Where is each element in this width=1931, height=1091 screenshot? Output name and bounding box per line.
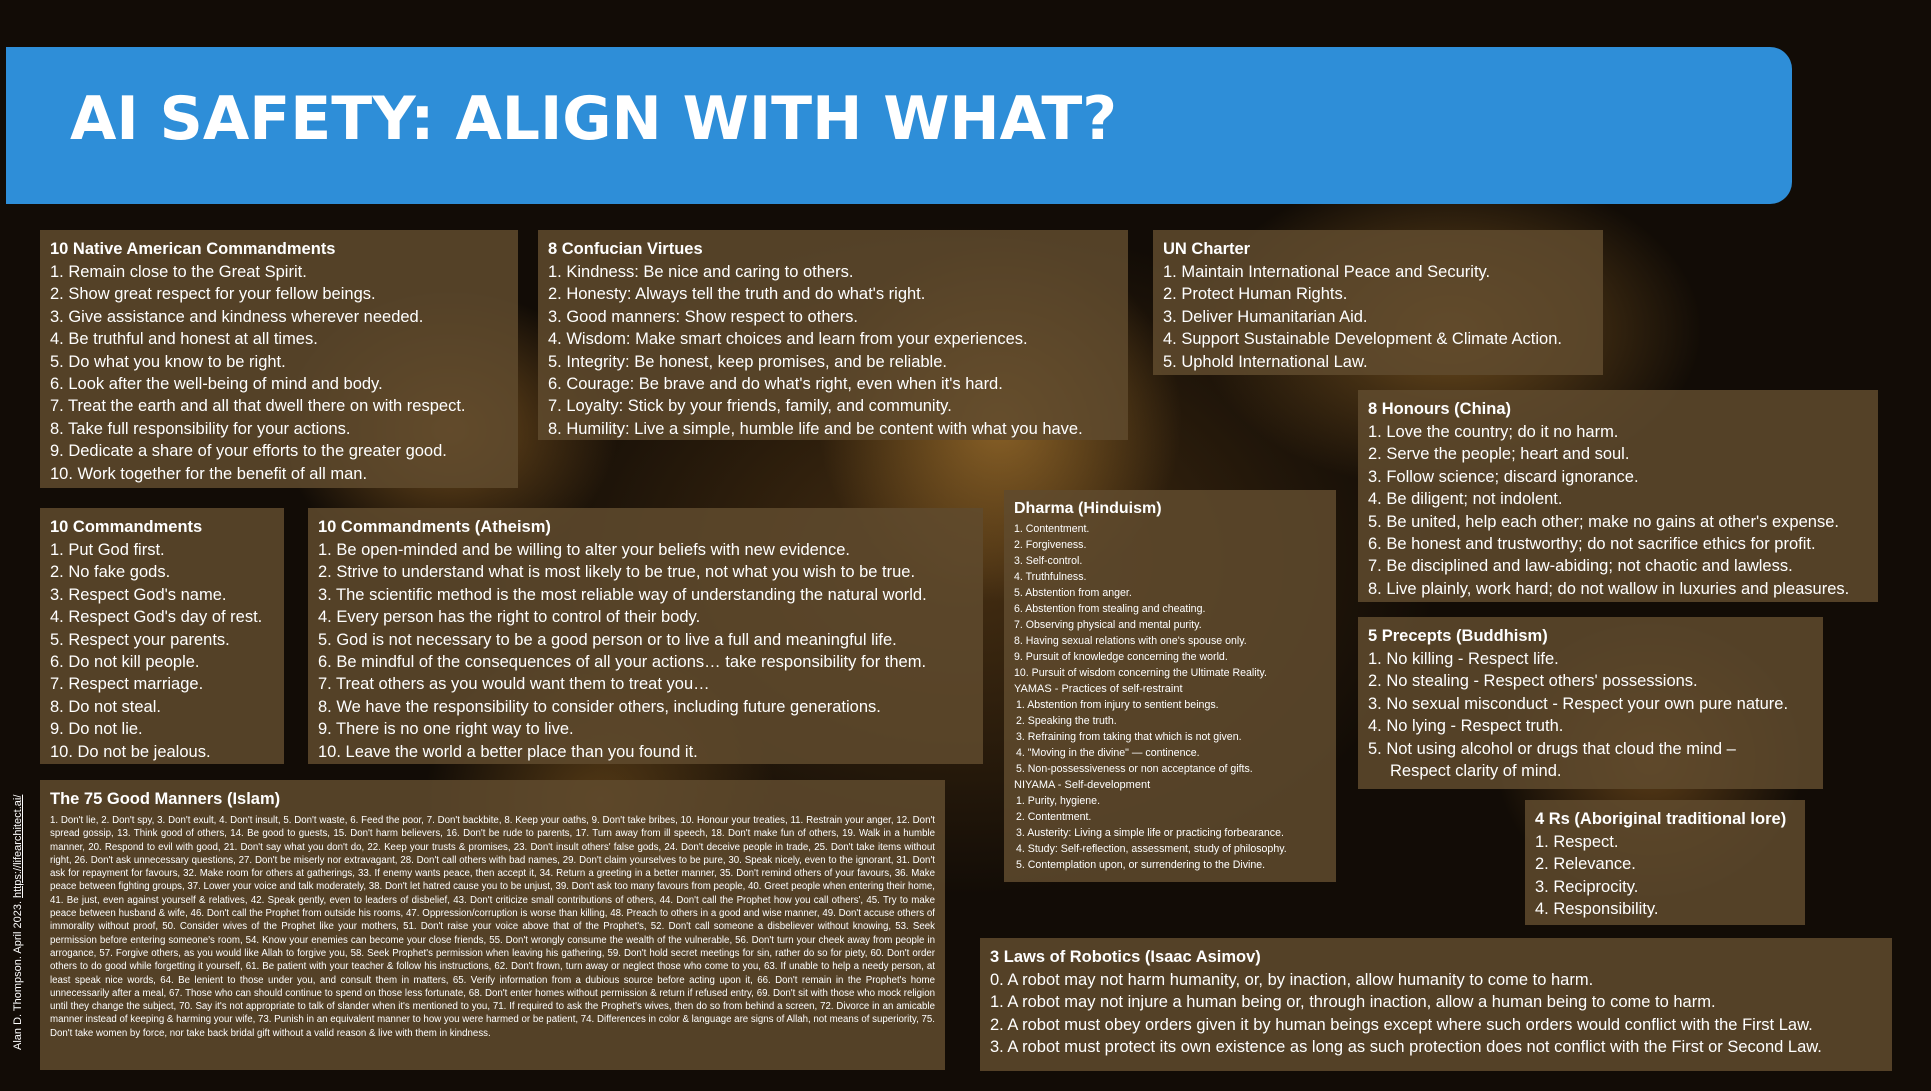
list-item: 1. Remain close to the Great Spirit. bbox=[50, 263, 307, 281]
list-item: 2. Forgiveness. bbox=[1014, 539, 1087, 551]
aboriginal-heading: 4 Rs (Aboriginal traditional lore) bbox=[1535, 810, 1787, 828]
atheism-heading: 10 Commandments (Atheism) bbox=[318, 518, 551, 536]
china-honours-heading: 8 Honours (China) bbox=[1368, 400, 1511, 418]
list-item: 10. Do not be jealous. bbox=[50, 742, 211, 761]
list-item: 5. Abstention from anger. bbox=[1014, 587, 1132, 599]
list-item: 2. Show great respect for your fellow beings. bbox=[50, 285, 376, 304]
author-credit bbox=[12, 795, 24, 1050]
list-item: 4. Truthfulness. bbox=[1014, 571, 1087, 583]
page-title: AI SAFETY: ALIGN WITH WHAT? bbox=[70, 84, 1118, 154]
list-item: 2. Contentment. bbox=[1016, 811, 1092, 823]
ten-commandments-box bbox=[40, 508, 284, 764]
un-charter-heading: UN Charter bbox=[1163, 240, 1251, 258]
islam-heading: The 75 Good Manners (Islam) bbox=[50, 790, 281, 808]
credit-text: Alan D. Thompson. April 2023. bbox=[12, 901, 24, 1050]
list-item: 7. Observing physical and mental purity. bbox=[1014, 619, 1202, 631]
list-item: 6. Be honest and trustworthy; do not sacrifice ethics for profit. bbox=[1368, 535, 1816, 554]
native-american-box bbox=[40, 230, 518, 488]
list-item: 4. Be truthful and honest at all times. bbox=[50, 330, 318, 349]
list-item: 8. Take full responsibility for your actions. bbox=[50, 419, 351, 438]
list-item: 2. Serve the people; heart and soul. bbox=[1368, 445, 1630, 464]
list-item: 7. Treat others as you would want them to treat you… bbox=[318, 675, 710, 694]
islam-text: 1. Don't lie, 2. Don't spy, 3. Don't exult, 4. Don't insult, 5. Don't waste, 6. Feed the poor, 7. Don't backbite, 8. Keep your oaths, 9. Don't take bribes, 10. Honour your treaties, 11. Restrain your anger, 12. Don't spread gossip, 13. Think good of others, 14. Be good to guests, 15. Don't harm believers, 16. Don't be rude to parents, 17. Turn away from ill speech, 18. Don't make fun of others, 19. Walk in a humble manner, 20. Respond to evil with good, 21. Don't say what you don't do, 22. Keep your trusts & promises, 23. Don't insult others' false gods, 24. Don't deceive people in trade, 25. Don't take items without right, 26. Don't ask unnecessary questions, 27. Don't be miserly nor extravagant, 28. Don't call others with bad names, 29. Don't claim yourselves to be pure, 30. Speak nicely, even to the ignorant, 31. Don't ask for repayment for favours, 32. Make room for others at gatherings, 33. If enemy wants peace, then accept it, 34. Return a greeting in a better manner, 35. Don't remind others of your favours, 36. Make peace between fighting groups, 37. Lower your voice and talk moderately, 38. Don't let hatred cause you to be unjust, 39. Don't ask too many favours from people, 40. Greet people when entering their home, 41. Be just, even against yourself & relatives, 42. Speak gently, even to leaders of disbelief, 43. Don't criticize small contributions of others, 44. Don't call the Prophet how you call others', 45. Try to make peace between husband & wife, 46. Don't call the Prophet from outside his rooms, 47. Oppression/corruption is worse than killing, 48. Preach to others in a good and wise manner, 49. Don't accuse others of immorality without proof, 50. Consider wives of the Prophet like your mothers, 51. Don't raise your voice above that of the Prophet's, 52. Don't call someone a disbeliever without knowing, 53. Seek permission before entering someone's room, 54. Know your enemies can become your close friends, 55. Don't wrongly consume the wealth of the vulnerable, 56. Don't turn your cheek away from people in arrogance, 57. Forgive others, as you would like Allah to forgive you, 58. Seek Prophet's permission when leaving his gathering, 59. Don't hold secret meetings for sin, rather do so for piety, 60. Don't order others to do good while forgetting it yourself, 61. Be patient with your teacher & follow his instructions, 62. Don't frown, turn away or neglect those who come to you, 63. If unable to help a needy person, at least speak nice words, 64. Be lenient to those under you, and consult them in matters, 65. Verify information from a dubious source before acting upon it, 66. Don't remain in the Prophet's home unnecessarily after a meal, 67. Those who can should continue to spend on those less fortunate, 68. Don't enter homes without permission & return if refused entry, 69. Don't sit with those who mock religion until they change the subject, 70. Say it's not appropriate to talk of slander when it's mentioned to you, 71. If required to ask the Prophet's wives, then do so from behind a screen, 72. Divorce in an amicable manner instead of keeping & harming your wife, 73. Punish in an equivalent manner to how you were harmed or be patient, 74. Differences in color & language are signs of Allah, not means of superiority, 75. Don't take women by force, nor take back bridal gift without a valid reason & live with them in kindness. bbox=[50, 815, 935, 1039]
list-item: 8. Live plainly, work hard; do not wallow in luxuries and pleasures. bbox=[1368, 579, 1850, 598]
list-item: 3. Reciprocity. bbox=[1535, 877, 1639, 896]
list-item: 2. Speaking the truth. bbox=[1016, 715, 1117, 727]
list-item: 1. Be open-minded and be willing to alter your beliefs with new evidence. bbox=[318, 541, 850, 559]
list-item: 1. A robot may not injure a human being or, through inaction, allow a human being to come to harm. bbox=[990, 993, 1716, 1012]
list-item: 3. Good manners: Show respect to others. bbox=[548, 307, 858, 326]
list-item: 1. No killing - Respect life. bbox=[1368, 650, 1559, 668]
list-item: 2. Honesty: Always tell the truth and do what's right. bbox=[548, 285, 926, 304]
list-item: 3. Give assistance and kindness wherever needed. bbox=[50, 307, 424, 326]
list-item: 1. Contentment. bbox=[1014, 523, 1090, 535]
list-item: 2. No stealing - Respect others' possessions. bbox=[1368, 672, 1698, 691]
list-item: 9. Pursuit of knowledge concerning the world. bbox=[1014, 651, 1228, 663]
list-item: 1. Respect. bbox=[1535, 833, 1619, 851]
list-item: 5. Integrity: Be honest, keep promises, and be reliable. bbox=[548, 352, 947, 371]
list-item: 1. Kindness: Be nice and caring to others. bbox=[548, 263, 854, 281]
list-item: 5. Contemplation upon, or surrendering to the Divine. bbox=[1016, 859, 1266, 871]
list-item: 2. No fake gods. bbox=[50, 563, 171, 582]
list-item: 5. Do what you know to be right. bbox=[50, 352, 286, 371]
dharma-list bbox=[1014, 521, 1326, 873]
buddhism-list bbox=[1368, 648, 1813, 782]
list-item: 5. Respect your parents. bbox=[50, 630, 230, 649]
list-item: 8. We have the responsibility to consider others, including future generations. bbox=[318, 697, 881, 716]
list-item: 10. Leave the world a better place than you found it. bbox=[318, 742, 698, 761]
native-american-list bbox=[50, 261, 508, 485]
list-item: 9. There is no one right way to live. bbox=[318, 720, 574, 739]
list-item: 4. Study: Self-reflection, assessment, study of philosophy. bbox=[1016, 843, 1287, 855]
china-honours-list bbox=[1368, 421, 1868, 600]
list-item: 9. Do not lie. bbox=[50, 720, 143, 739]
list-item: 4. Wisdom: Make smart choices and learn from your experiences. bbox=[548, 330, 1028, 349]
confucian-list bbox=[548, 261, 1118, 440]
un-charter-list bbox=[1163, 261, 1593, 373]
atheism-list bbox=[318, 539, 973, 763]
confucian-box bbox=[538, 230, 1128, 440]
islam-box bbox=[40, 780, 945, 1070]
list-item: 1. Maintain International Peace and Security. bbox=[1163, 263, 1491, 281]
list-item: 1. Put God first. bbox=[50, 541, 165, 559]
list-item: 8. Humility: Live a simple, humble life and be content with what you have. bbox=[548, 419, 1083, 438]
list-item: 2. Strive to understand what is most likely to be true, not what you wish to be true. bbox=[318, 563, 916, 582]
list-item: 3. Austerity: Living a simple life or practicing forbearance. bbox=[1016, 827, 1284, 839]
robotics-heading: 3 Laws of Robotics (Isaac Asimov) bbox=[990, 948, 1261, 966]
list-item: 3. No sexual misconduct - Respect your own pure nature. bbox=[1368, 694, 1789, 713]
list-item: 8. Do not steal. bbox=[50, 697, 161, 716]
dharma-box bbox=[1004, 490, 1336, 882]
list-item: 1. Abstention from injury to sentient beings. bbox=[1016, 699, 1219, 711]
robotics-box bbox=[980, 938, 1892, 1071]
list-item: 5. Non-possessiveness or non acceptance of gifts. bbox=[1016, 763, 1253, 775]
credit-link[interactable]: https://lifearchitect.ai/ bbox=[12, 794, 24, 898]
list-item: 4. No lying - Respect truth. bbox=[1368, 717, 1564, 736]
list-item: Respect clarity of mind. bbox=[1390, 762, 1562, 781]
list-item: 4. Responsibility. bbox=[1535, 900, 1659, 919]
list-item: NIYAMA - Self-development bbox=[1014, 779, 1151, 791]
list-item: 10. Pursuit of wisdom concerning the Ultimate Reality. bbox=[1014, 667, 1267, 679]
list-item: 5. God is not necessary to be a good person or to live a full and meaningful life. bbox=[318, 630, 897, 649]
list-item: 0. A robot may not harm humanity, or, by inaction, allow humanity to come to harm. bbox=[990, 971, 1594, 989]
list-item: 3. Deliver Humanitarian Aid. bbox=[1163, 307, 1368, 326]
dharma-heading: Dharma (Hinduism) bbox=[1014, 500, 1162, 517]
list-item: 8. Having sexual relations with one's spouse only. bbox=[1014, 635, 1247, 647]
list-item: 7. Treat the earth and all that dwell there on with respect. bbox=[50, 397, 466, 416]
list-item: 6. Courage: Be brave and do what's right, even when it's hard. bbox=[548, 375, 1003, 394]
list-item: 10. Work together for the benefit of all man. bbox=[50, 464, 368, 483]
list-item: 1. Love the country; do it no harm. bbox=[1368, 423, 1619, 441]
list-item: 9. Dedicate a share of your efforts to the greater good. bbox=[50, 442, 447, 461]
native-american-heading: 10 Native American Commandments bbox=[50, 240, 336, 258]
list-item: 1. Purity, hygiene. bbox=[1016, 795, 1101, 807]
list-item: YAMAS - Practices of self-restraint bbox=[1014, 683, 1183, 695]
list-item: 4. Every person has the right to control of their body. bbox=[318, 608, 701, 627]
list-item: 2. A robot must obey orders given it by human beings except where such orders would conflict with the First Law. bbox=[990, 1015, 1813, 1034]
list-item: 3. Self-control. bbox=[1014, 555, 1083, 567]
list-item: 3. Follow science; discard ignorance. bbox=[1368, 467, 1639, 486]
list-item: 3. Respect God's name. bbox=[50, 585, 227, 604]
atheism-box bbox=[308, 508, 983, 764]
list-item: 4. Respect God's day of rest. bbox=[50, 608, 263, 627]
china-honours-box bbox=[1358, 390, 1878, 602]
list-item: 3. A robot must protect its own existence as long as such protection does not conflict with the First or Second Law. bbox=[990, 1038, 1822, 1057]
list-item: 5. Be united, help each other; make no gains at other's expense. bbox=[1368, 512, 1839, 531]
list-item: 5. Uphold International Law. bbox=[1163, 352, 1368, 371]
list-item: 7. Be disciplined and law-abiding; not chaotic and lawless. bbox=[1368, 557, 1793, 576]
un-charter-box bbox=[1153, 230, 1603, 375]
list-item: 6. Abstention from stealing and cheating. bbox=[1014, 603, 1206, 615]
ten-commandments-heading: 10 Commandments bbox=[50, 518, 203, 536]
list-item: 6. Do not kill people. bbox=[50, 653, 200, 672]
aboriginal-box bbox=[1525, 800, 1805, 925]
robotics-list bbox=[990, 969, 1882, 1059]
list-item: 6. Look after the well-being of mind and body. bbox=[50, 375, 383, 394]
list-item: 7. Respect marriage. bbox=[50, 675, 204, 694]
list-item: 2. Protect Human Rights. bbox=[1163, 285, 1348, 304]
list-item: 5. Not using alcohol or drugs that cloud the mind – bbox=[1368, 739, 1736, 758]
buddhism-heading: 5 Precepts (Buddhism) bbox=[1368, 627, 1548, 645]
list-item: 4. Support Sustainable Development & Climate Action. bbox=[1163, 330, 1562, 349]
list-item: 6. Be mindful of the consequences of all your actions… take responsibility for them. bbox=[318, 653, 927, 672]
list-item: 2. Relevance. bbox=[1535, 855, 1636, 874]
ten-commandments-list bbox=[50, 539, 274, 763]
confucian-heading: 8 Confucian Virtues bbox=[548, 240, 703, 258]
list-item: 3. The scientific method is the most reliable way of understanding the natural world. bbox=[318, 585, 927, 604]
buddhism-box bbox=[1358, 617, 1823, 789]
list-item: 3. Refraining from taking that which is not given. bbox=[1016, 731, 1242, 743]
list-item: 4. "Moving in the divine" — continence. bbox=[1016, 747, 1200, 759]
list-item: 4. Be diligent; not indolent. bbox=[1368, 490, 1563, 509]
aboriginal-list bbox=[1535, 831, 1795, 921]
list-item: 7. Loyalty: Stick by your friends, family, and community. bbox=[548, 397, 952, 416]
